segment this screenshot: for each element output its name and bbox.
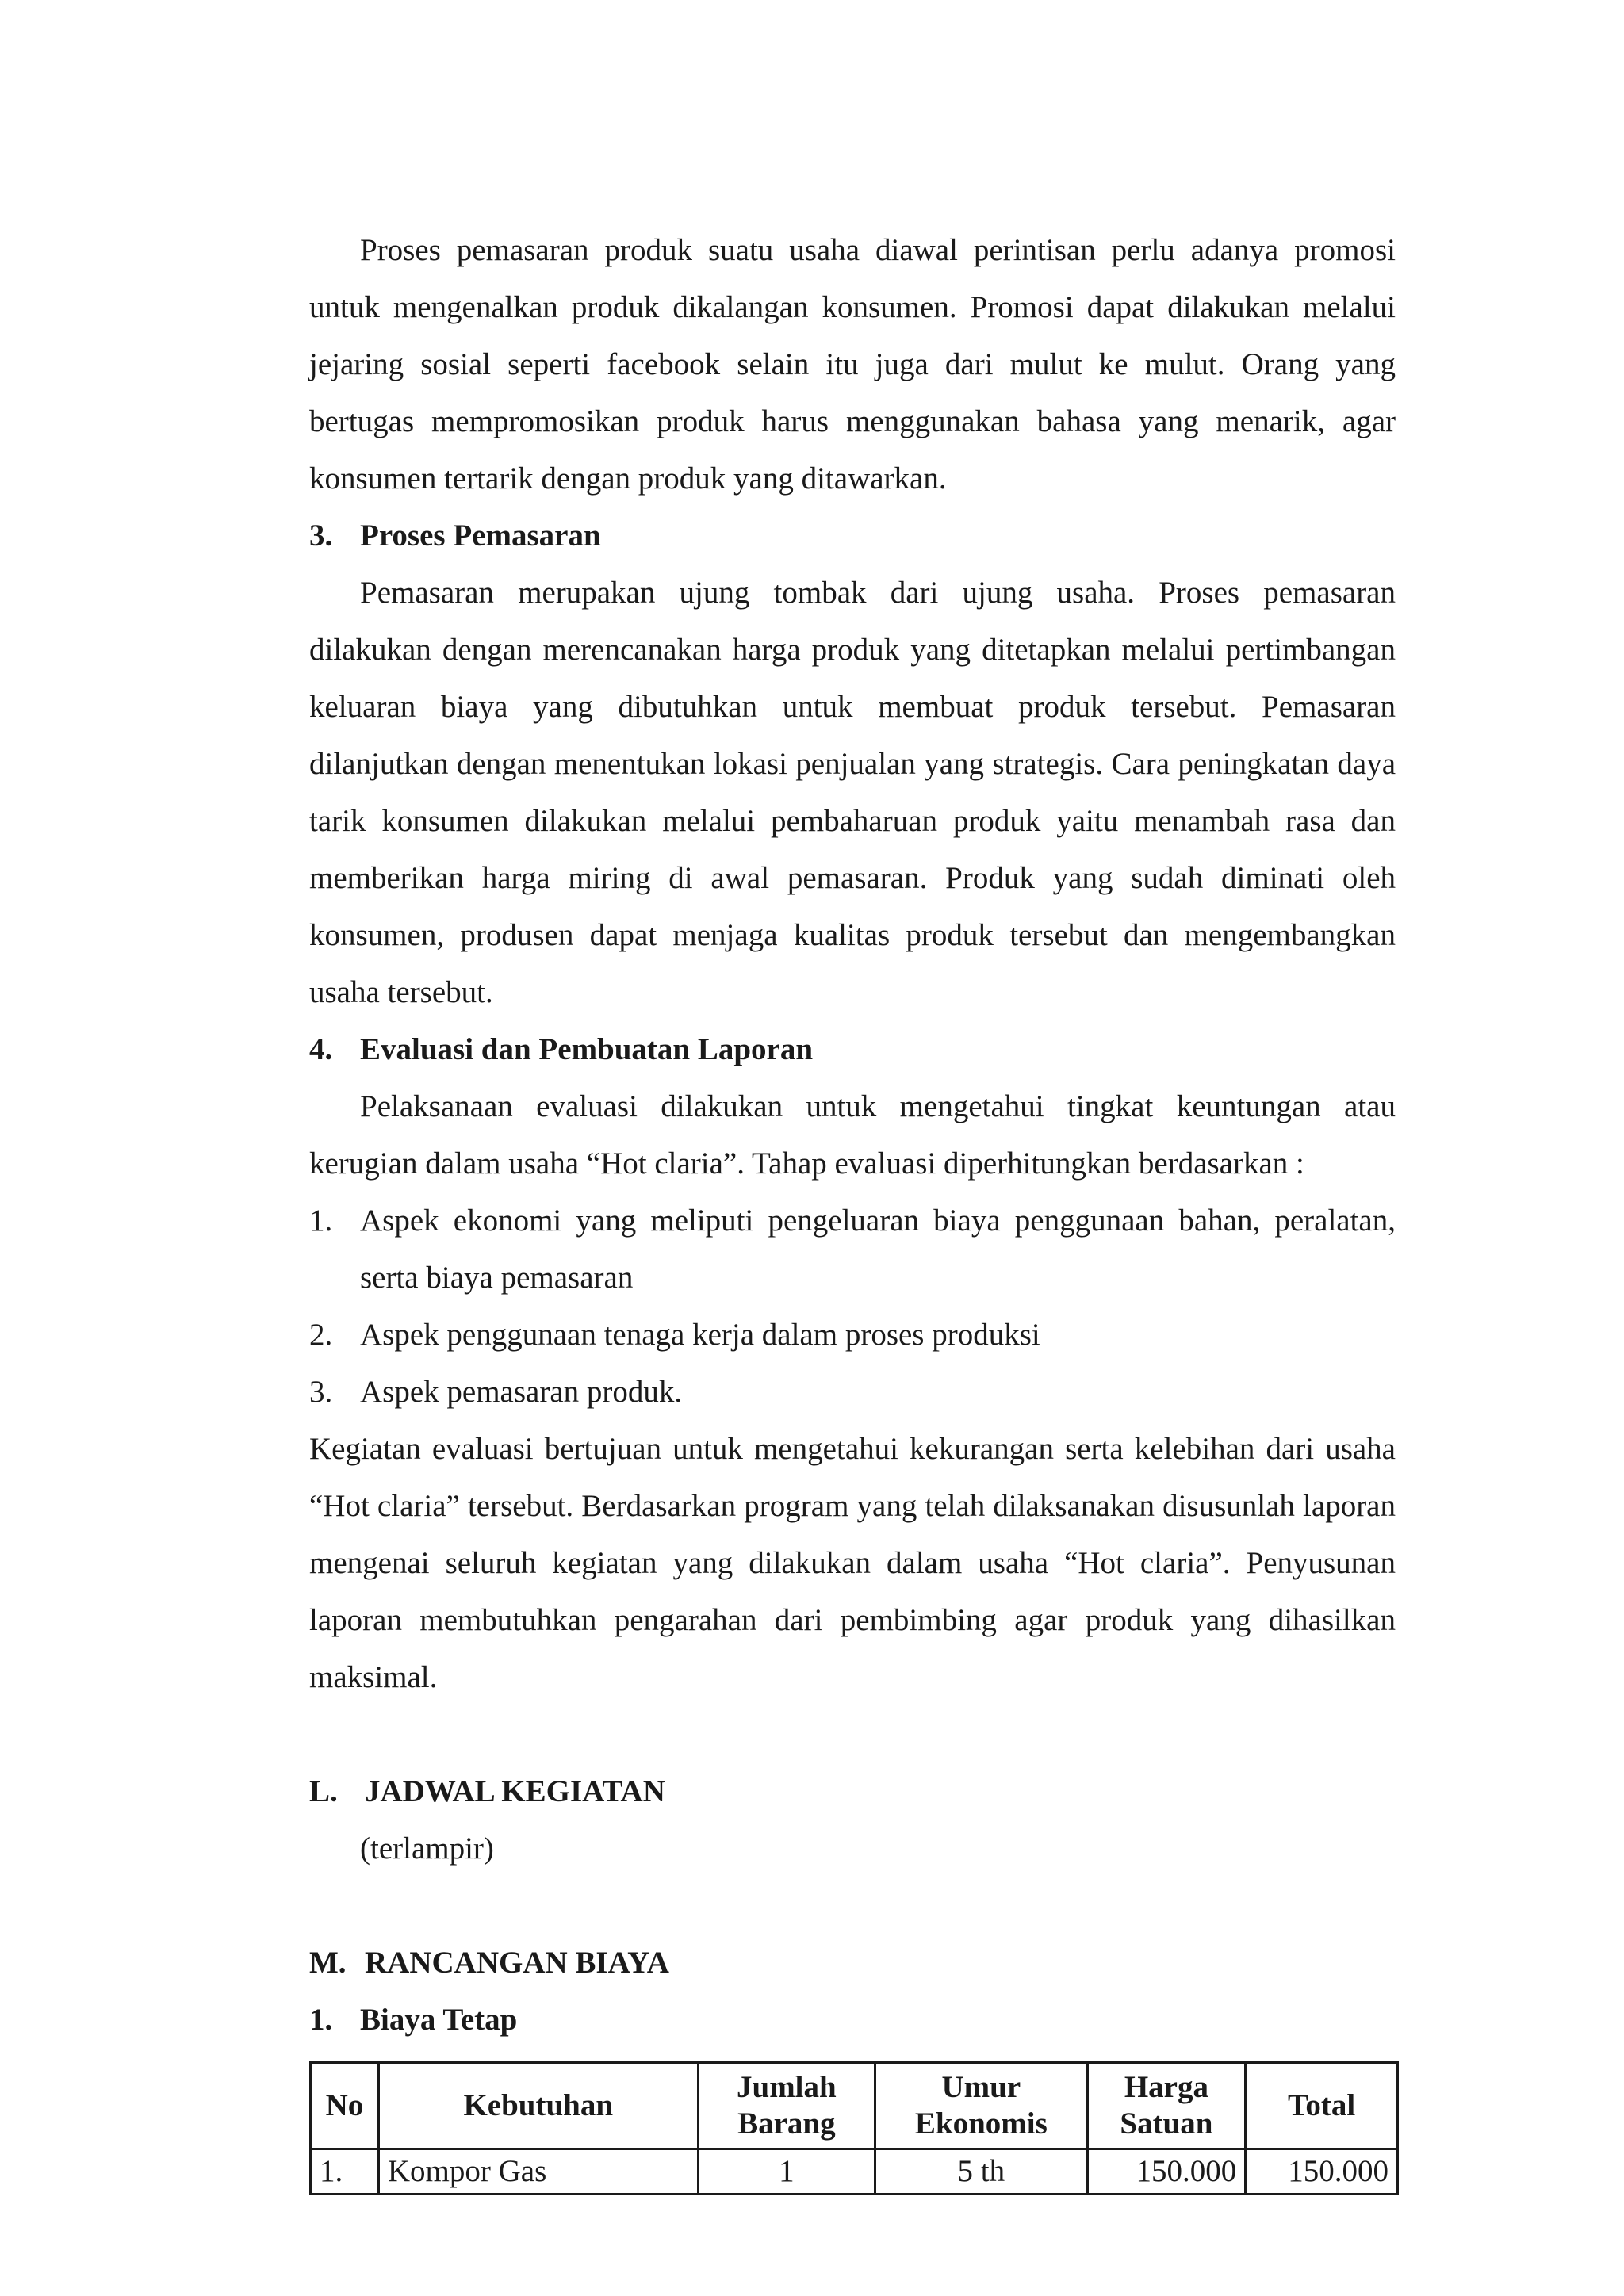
spacer bbox=[309, 1877, 1396, 1934]
biaya-tetap-table bbox=[309, 2061, 1399, 2195]
section-l-heading bbox=[309, 1763, 1396, 1820]
section-m-title: RANCANGAN BIAYA bbox=[365, 1946, 669, 1980]
header-harga-satuan: Harga Satuan bbox=[1087, 2063, 1246, 2149]
header-no: No bbox=[311, 2063, 379, 2149]
evaluation-list-item bbox=[309, 1192, 1396, 1307]
section-3-heading bbox=[309, 507, 1396, 564]
list-item-text: Aspek ekonomi yang meliputi pengeluaran biaya penggunaan bahan, peralatan, serta biaya pemasaran bbox=[360, 1203, 1396, 1295]
section-4-paragraph: Pelaksanaan evaluasi dilakukan untuk mengetahui tingkat keuntungan atau kerugian dalam usaha “Hot claria”. Tahap evaluasi diperhitungkan berdasarkan : bbox=[309, 1089, 1396, 1181]
cell-umur-ekonomis: 5 th bbox=[875, 2149, 1087, 2195]
intro-paragraph: Proses pemasaran produk suatu usaha diawal perintisan perlu adanya promosi untuk mengenalkan produk dikalangan konsumen. Promosi dapat dilakukan melalui jejaring sosial seperti facebook selain itu juga dari mulut ke mulut. Orang yang bertugas mempromosikan produk harus menggunakan bahasa yang menarik, agar konsumen tertarik dengan produk yang ditawarkan. bbox=[309, 233, 1396, 496]
section-4-title: Evaluasi dan Pembuatan Laporan bbox=[360, 1032, 814, 1066]
cell-kebutuhan: Kompor Gas bbox=[378, 2149, 698, 2195]
section-3-number: 3. bbox=[309, 519, 333, 553]
document-page bbox=[309, 222, 1396, 2195]
biaya-tetap-title: Biaya Tetap bbox=[360, 2003, 518, 2037]
section-m-heading bbox=[309, 1934, 1396, 1992]
biaya-tetap-number: 1. bbox=[309, 2003, 333, 2037]
list-item-number: 2. bbox=[309, 1318, 333, 1352]
section-m-letter: M. bbox=[309, 1946, 347, 1980]
section-l-note: (terlampir) bbox=[360, 1831, 494, 1866]
list-item-number: 1. bbox=[309, 1203, 333, 1238]
table-header-row bbox=[311, 2063, 1398, 2149]
header-total: Total bbox=[1246, 2063, 1398, 2149]
cell-harga-satuan: 150.000 bbox=[1087, 2149, 1246, 2195]
section-3-title: Proses Pemasaran bbox=[360, 519, 601, 553]
biaya-tetap-heading bbox=[309, 1992, 1396, 2049]
cell-jumlah-barang: 1 bbox=[698, 2149, 875, 2195]
spacer bbox=[309, 1706, 1396, 1763]
cell-total: 150.000 bbox=[1246, 2149, 1398, 2195]
section-4-heading bbox=[309, 1021, 1396, 1078]
evaluation-list-item bbox=[309, 1307, 1396, 1364]
section-l-title: JADWAL KEGIATAN bbox=[365, 1774, 665, 1808]
evaluation-list-item bbox=[309, 1364, 1396, 1421]
list-item-text: Aspek pemasaran produk. bbox=[360, 1375, 683, 1409]
header-jumlah-barang: Jumlah Barang bbox=[698, 2063, 875, 2149]
list-item-text: Aspek penggunaan tenaga kerja dalam proses produksi bbox=[360, 1318, 1040, 1352]
section-3-paragraph: Pemasaran merupakan ujung tombak dari ujung usaha. Proses pemasaran dilakukan dengan merencanakan harga produk yang ditetapkan melalui pertimbangan keluaran biaya yang dibutuhkan untuk membuat produk tersebut. Pemasaran dilanjutkan dengan menentukan lokasi penjualan yang strategis. Cara peningkatan daya tarik konsumen dilakukan melalui pembaharuan produk yaitu menambah rasa dan memberikan harga miring di awal pemasaran. Produk yang sudah diminati oleh konsumen, produsen dapat menjaga kualitas produk tersebut dan mengembangkan usaha tersebut. bbox=[309, 576, 1396, 1009]
header-kebutuhan: Kebutuhan bbox=[378, 2063, 698, 2149]
section-4-closing-paragraph: Kegiatan evaluasi bertujuan untuk mengetahui kekurangan serta kelebihan dari usaha “Hot claria” tersebut. Berdasarkan program yang telah dilaksanakan disusunlah laporan mengenai seluruh kegiatan yang dilakukan dalam usaha “Hot claria”. Penyusunan laporan membutuhkan pengarahan dari pembimbing agar produk yang dihasilkan maksimal. bbox=[309, 1432, 1396, 1694]
header-umur-ekonomis: Umur Ekonomis bbox=[875, 2063, 1087, 2149]
cell-no: 1. bbox=[311, 2149, 379, 2195]
list-item-number: 3. bbox=[309, 1375, 333, 1409]
table-row bbox=[311, 2149, 1398, 2195]
section-4-number: 4. bbox=[309, 1032, 333, 1066]
section-l-letter: L. bbox=[309, 1774, 338, 1808]
